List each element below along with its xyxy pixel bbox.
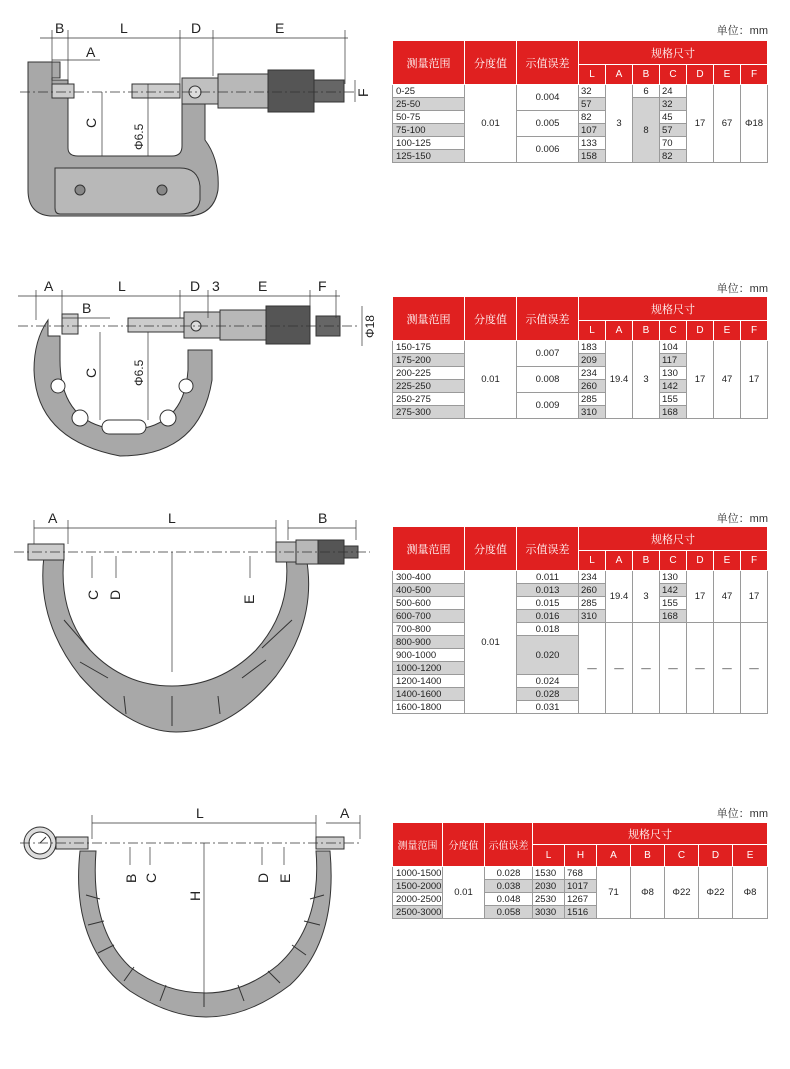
table-cell: 3 [633, 341, 660, 419]
table-cell: 125-150 [393, 150, 465, 163]
table-cell: 0.007 [517, 341, 579, 367]
dim-label: C [85, 589, 101, 600]
table-cell: 0.018 [517, 623, 579, 636]
col-header-division: 分度值 [465, 41, 517, 85]
col-header-spec: 规格尺寸 [579, 41, 768, 65]
dim-label: L [120, 20, 128, 36]
dim-label: D [255, 872, 271, 883]
col-header-error: 示值误差 [517, 41, 579, 85]
col-header: B [633, 551, 660, 571]
col-header: C [665, 845, 699, 867]
table-cell: 310 [579, 610, 606, 623]
dim-label: A [86, 44, 96, 60]
col-header: D [687, 65, 714, 85]
table-cell: 17 [687, 85, 714, 163]
dim-label: A [48, 510, 58, 526]
table-cell: 0.058 [485, 906, 533, 919]
col-header: F [741, 321, 768, 341]
table-cell: 155 [660, 597, 687, 610]
table-cell: — [606, 623, 633, 714]
table-cell: 1530 [533, 867, 565, 880]
table-cell: 1516 [565, 906, 597, 919]
table-cell: 32 [660, 98, 687, 111]
table-cell: 2500-3000 [393, 906, 443, 919]
table-cell: 1500-2000 [393, 880, 443, 893]
table-cell: 142 [660, 380, 687, 393]
table-cell: 47 [714, 341, 741, 419]
dim-label: 3 [212, 278, 220, 294]
table-cell: 70 [660, 137, 687, 150]
table-cell: 0.004 [517, 85, 579, 111]
table-cell: 19.4 [606, 341, 633, 419]
col-header: B [631, 845, 665, 867]
table-cell: 0.038 [485, 880, 533, 893]
table-cell: 0.011 [517, 571, 579, 584]
table-cell: 209 [579, 354, 606, 367]
table-cell: 183 [579, 341, 606, 354]
table-cell: 104 [660, 341, 687, 354]
spec-table-1 [392, 40, 768, 163]
table-cell: 0.028 [485, 867, 533, 880]
spec-table-2 [392, 296, 768, 419]
table-cell: 168 [660, 610, 687, 623]
col-header: C [660, 65, 687, 85]
table-cell: 0.024 [517, 675, 579, 688]
col-header: L [579, 321, 606, 341]
table-cell: 45 [660, 111, 687, 124]
table-cell: 900-1000 [393, 649, 465, 662]
col-header: H [565, 845, 597, 867]
table-cell: 142 [660, 584, 687, 597]
table-cell: 168 [660, 406, 687, 419]
table-cell: 0.01 [465, 85, 517, 163]
micrometer-diagram-2 [0, 270, 380, 470]
micrometer-diagram-3 [0, 500, 380, 750]
dim-label: H [187, 890, 203, 901]
table-cell: 700-800 [393, 623, 465, 636]
dim-label: C [83, 117, 99, 128]
col-header-division: 分度值 [443, 823, 485, 867]
table-cell: 0.020 [517, 636, 579, 675]
table-cell: — [687, 623, 714, 714]
col-header: D [687, 551, 714, 571]
table-cell: 150-175 [393, 341, 465, 354]
col-header-spec: 规格尺寸 [579, 297, 768, 321]
col-header: F [741, 551, 768, 571]
table-cell: 0.013 [517, 584, 579, 597]
col-header-division: 分度值 [465, 527, 517, 571]
section-micrometer-150-300 [0, 270, 790, 470]
table-cell: 260 [579, 584, 606, 597]
dim-label: D [190, 278, 201, 294]
table-cell: 2030 [533, 880, 565, 893]
spec-table-3 [392, 526, 768, 714]
unit-label: 单位：mm [716, 513, 768, 525]
col-header: C [660, 551, 687, 571]
dim-label: E [275, 20, 285, 36]
table-cell: Φ8 [733, 867, 768, 919]
col-header: L [533, 845, 565, 867]
table-cell: Φ18 [741, 85, 768, 163]
col-header-spec: 规格尺寸 [579, 527, 768, 551]
table-cell: 75-100 [393, 124, 465, 137]
dim-label: A [340, 805, 350, 821]
table-cell: 57 [579, 98, 606, 111]
table-cell: Φ22 [665, 867, 699, 919]
table-cell: 0.031 [517, 701, 579, 714]
col-header: D [699, 845, 733, 867]
dim-label: B [318, 510, 328, 526]
table-cell: 0.005 [517, 111, 579, 137]
table-cell: 17 [741, 571, 768, 623]
col-header: E [733, 845, 768, 867]
dim-label: F [318, 278, 327, 294]
table-cell: 133 [579, 137, 606, 150]
table-cell: 3030 [533, 906, 565, 919]
dim-label: D [107, 589, 123, 600]
dim-label: F [355, 88, 371, 97]
dim-label: E [277, 873, 293, 883]
table-cell: 300-400 [393, 571, 465, 584]
col-header: B [633, 65, 660, 85]
table-cell: 1200-1400 [393, 675, 465, 688]
table-cell: 225-250 [393, 380, 465, 393]
table-cell: 234 [579, 367, 606, 380]
table-cell: 0.01 [465, 341, 517, 419]
table-cell: Φ8 [631, 867, 665, 919]
table-cell: 0.01 [465, 571, 517, 714]
col-header: A [606, 65, 633, 85]
table-cell: 0.006 [517, 137, 579, 163]
table-cell: 67 [714, 85, 741, 163]
table-cell: 800-900 [393, 636, 465, 649]
table-cell: 117 [660, 354, 687, 367]
table-cell: 1267 [565, 893, 597, 906]
section-micrometer-300-1800 [0, 500, 790, 750]
table-cell: 71 [597, 867, 631, 919]
unit-label: 单位：mm [716, 25, 768, 37]
table-cell: 275-300 [393, 406, 465, 419]
table-cell: 25-50 [393, 98, 465, 111]
col-header: A [606, 551, 633, 571]
table-cell: 1000-1500 [393, 867, 443, 880]
table-cell: 0.009 [517, 393, 579, 419]
dim-label: E [258, 278, 268, 294]
col-header: D [687, 321, 714, 341]
table-cell: 2000-2500 [393, 893, 443, 906]
table-cell: 0.008 [517, 367, 579, 393]
dim-label: L [168, 510, 176, 526]
table-cell: 155 [660, 393, 687, 406]
dim-label: B [55, 20, 65, 36]
table-cell: 0.015 [517, 597, 579, 610]
table-cell: 0.016 [517, 610, 579, 623]
dim-label: Φ6.5 [132, 359, 146, 386]
table-cell: 3 [606, 85, 633, 163]
col-header-range: 测量范围 [393, 527, 465, 571]
dim-label: B [82, 300, 92, 316]
micrometer-diagram-1 [0, 0, 380, 240]
table-cell: — [714, 623, 741, 714]
table-cell: 107 [579, 124, 606, 137]
col-header: F [741, 65, 768, 85]
table-cell: 17 [687, 571, 714, 623]
col-header-division: 分度值 [465, 297, 517, 341]
dim-label: C [83, 367, 99, 378]
dim-label: A [44, 278, 54, 294]
table-cell: 600-700 [393, 610, 465, 623]
col-header-range: 测量范围 [393, 41, 465, 85]
col-header-error: 示值误差 [485, 823, 533, 867]
table-cell: 82 [660, 150, 687, 163]
col-header: L [579, 551, 606, 571]
table-cell: 1600-1800 [393, 701, 465, 714]
table-cell: 3 [633, 571, 660, 623]
dim-label: B [123, 873, 139, 883]
table-cell: Φ22 [699, 867, 733, 919]
table-cell: 19.4 [606, 571, 633, 623]
section-micrometer-0-150 [0, 0, 790, 240]
col-header: C [660, 321, 687, 341]
col-header: E [714, 65, 741, 85]
table-cell: 0.048 [485, 893, 533, 906]
col-header-spec: 规格尺寸 [533, 823, 768, 845]
spec-table-4 [392, 822, 768, 919]
micrometer-diagram-4 [0, 795, 380, 1035]
table-cell: 32 [579, 85, 606, 98]
table-cell: 400-500 [393, 584, 465, 597]
table-cell: — [633, 623, 660, 714]
table-cell: 130 [660, 571, 687, 584]
col-header-range: 测量范围 [393, 297, 465, 341]
table-cell: 17 [687, 341, 714, 419]
dim-label: Φ18 [363, 315, 377, 338]
dim-label: C [143, 872, 159, 883]
table-cell: — [741, 623, 768, 714]
col-header: B [633, 321, 660, 341]
table-cell: 47 [714, 571, 741, 623]
table-cell: 1000-1200 [393, 662, 465, 675]
dim-label: E [241, 594, 257, 604]
table-cell: 1400-1600 [393, 688, 465, 701]
col-header: E [714, 551, 741, 571]
table-cell: 8 [633, 98, 660, 163]
table-cell: 260 [579, 380, 606, 393]
table-cell: 24 [660, 85, 687, 98]
dim-label: Φ6.5 [132, 123, 146, 150]
table-cell: 310 [579, 406, 606, 419]
col-header: A [597, 845, 631, 867]
table-cell: 234 [579, 571, 606, 584]
table-cell: 0.028 [517, 688, 579, 701]
col-header: E [714, 321, 741, 341]
col-header: A [606, 321, 633, 341]
table-cell: 158 [579, 150, 606, 163]
unit-label: 单位：mm [716, 283, 768, 295]
col-header-error: 示值误差 [517, 297, 579, 341]
table-cell: 50-75 [393, 111, 465, 124]
section-micrometer-1000-3000 [0, 795, 790, 1069]
col-header: L [579, 65, 606, 85]
table-cell: 285 [579, 393, 606, 406]
table-cell: 285 [579, 597, 606, 610]
table-cell: 17 [741, 341, 768, 419]
table-cell: 100-125 [393, 137, 465, 150]
dim-label: D [191, 20, 202, 36]
col-header-error: 示值误差 [517, 527, 579, 571]
dim-label: L [118, 278, 126, 294]
unit-label: 单位：mm [716, 808, 768, 820]
table-cell: 6 [633, 85, 660, 98]
dim-label: L [196, 805, 204, 821]
table-cell: 250-275 [393, 393, 465, 406]
table-cell: 200-225 [393, 367, 465, 380]
table-cell: 0-25 [393, 85, 465, 98]
table-cell: 82 [579, 111, 606, 124]
table-cell: 768 [565, 867, 597, 880]
table-cell: 500-600 [393, 597, 465, 610]
table-cell: 1017 [565, 880, 597, 893]
table-cell: 2530 [533, 893, 565, 906]
table-cell: 130 [660, 367, 687, 380]
col-header-range: 测量范围 [393, 823, 443, 867]
table-cell: 0.01 [443, 867, 485, 919]
table-cell: — [579, 623, 606, 714]
table-cell: 175-200 [393, 354, 465, 367]
table-cell: 57 [660, 124, 687, 137]
table-cell: — [660, 623, 687, 714]
